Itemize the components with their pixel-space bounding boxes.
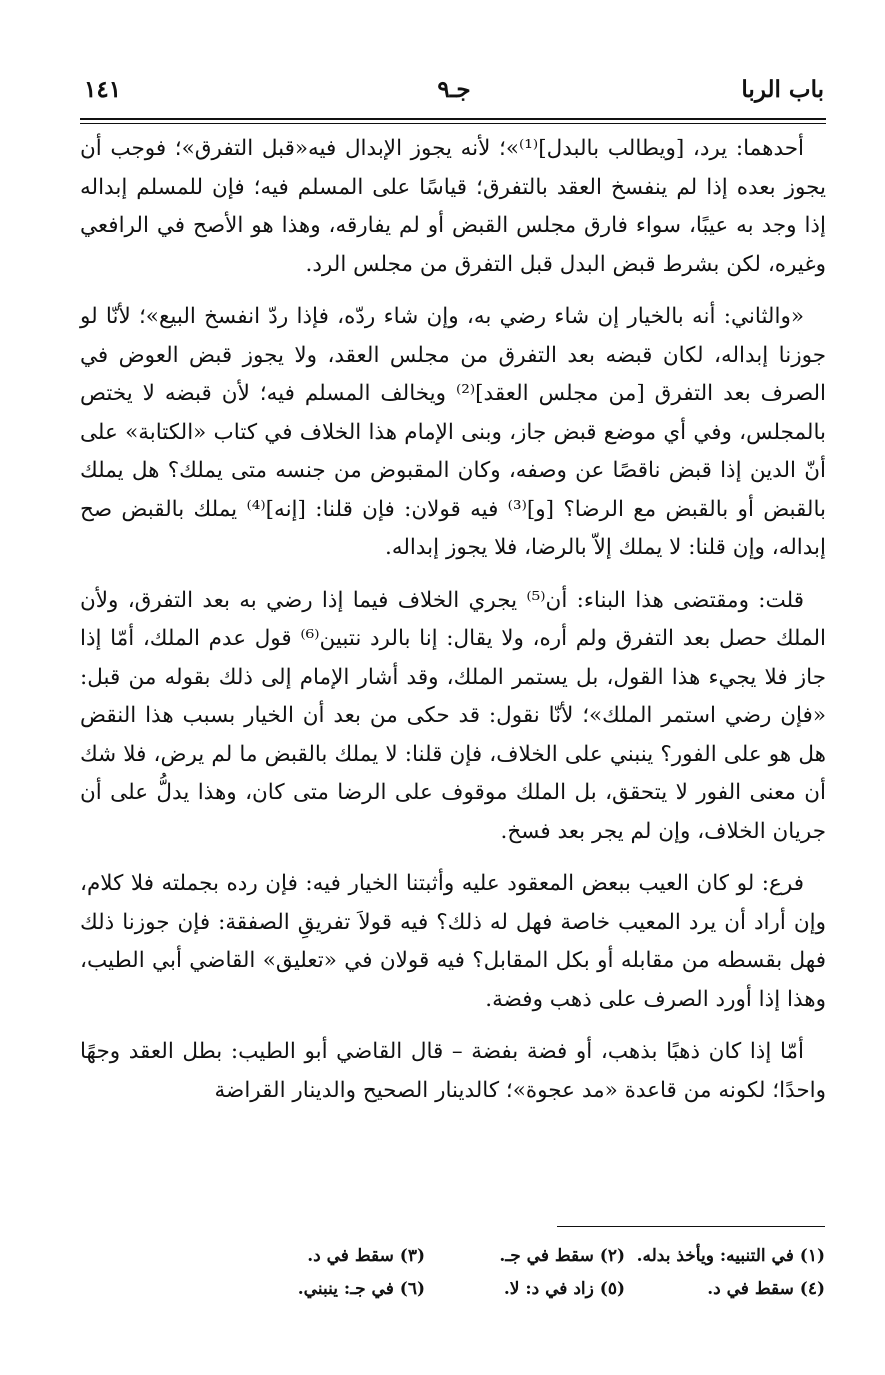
footnote: (٣) سقط في د. — [307, 1246, 425, 1266]
header-rule-thick — [80, 118, 826, 120]
paragraph: فرع: لو كان العيب ببعض المعقود عليه وأثبتنا الخيار فيه: فإن رده بجملته فلا كلام، وإن أراد أن يرد المعيب خاصة فهل له ذلك؟ فيه قولاَ تفريقِ الصفقة: فإن جوزنا ذلك فهل بقسطه من مقابله أو بكل المقابل؟ فيه قولان في «تعليق» القاضي أبي الطيب، وهذا إذا أورد الصرف على ذهب وفضة. — [80, 871, 826, 1012]
volume-label: جـ٩ — [437, 76, 471, 103]
footnote-separator — [557, 1226, 825, 1227]
header-rule-thin — [80, 123, 826, 124]
main-text — [80, 130, 826, 1124]
footnote: (٤) سقط في د. — [707, 1279, 825, 1299]
paragraph: قلت: ومقتضى هذا البناء: أن⁽⁵⁾ يجري الخلاف فيما إذا رضي به بعد التفرق، ولأن الملك حصل بعد التفرق ولم أره، ولا يقال: إنا بالرد نتبين⁽⁶⁾ قول عدم الملك، أمّا إذا جاز فلا يجيء هذا القول، بل يستمر الملك، وقد أشار الإمام إلى ذلك بقوله من قبل: «فإن رضي استمر الملك»؛ لأنّا نقول: قد حكى من بعد أن الخيار بسبب هذا النقض هل هو على الفور؟ ينبني على الخلاف، فإن قلنا: لا يملك بالقبض ما لم يرض، فلا شك أن معنى الفور لا يتحقق، بل الملك موقوف على الرضا متى كان، وهذا يدلُّ على أن جريان الخلاف، وإن لم يجر بعد فسخ. — [80, 587, 827, 844]
footnote-row — [225, 1273, 825, 1306]
footnote: (٦) في جـ: ينبني. — [297, 1279, 425, 1299]
paragraph: أحدهما: يرد، [ويطالب بالبدل]⁽¹⁾»؛ لأنه يجوز الإبدال فيه«قبل التفرق»؛ فوجب أن يجوز بعده إذا لم ينفسخ العقد بالتفرق؛ قياسًا على المسلم فيه؛ فإن للمسلم إبداله إذا وجد به عيبًا، سواء فارق مجلس القبض أو لم يفارقه، وهذا هو الأصح في الرافعي وغيره، لكن بشرط قبض البدل قبل التفرق من مجلس الرد. — [80, 136, 826, 277]
running-header — [84, 76, 824, 112]
footnote: (١) في التنبيه: ويأخذ بدله. — [636, 1246, 825, 1266]
footnotes — [225, 1240, 825, 1306]
chapter-title: باب الربا — [741, 76, 824, 103]
paragraph: «والثاني: أنه بالخيار إن شاء رضي به، وإن شاء ردّه، فإذا ردّ انفسخ البيع»؛ لأنّا لو جوزنا إبداله، لكان قبضه بعد التفرق من مجلس العقد، ولا يجوز قبض العوض في الصرف بعد التفرق [من مجلس العقد]⁽²⁾ ويخالف المسلم فيه؛ لأن قبضه لا يختص بالمجلس، وفي أي موضع قبض جاز، وبنى الإمام هذا الخلاف في كتاب «الكتابة» على أنّ الدين إذا قبض ناقصًا عن وصفه، وكان المقبوض من جنسه متى يملك؟ هل يملك بالقبض أو بالقبض مع الرضا؟ [و]⁽³⁾ فيه قولان: فإن قلنا: [إنه]⁽⁴⁾ يملك بالقبض صح إبداله، وإن قلنا: لا يملك إلاّ بالرضا، فلا يجوز إبداله. — [80, 304, 826, 560]
footnote: (٢) سقط في جـ. — [499, 1246, 625, 1266]
page-number: ١٤١ — [84, 76, 122, 103]
paragraph: أمّا إذا كان ذهبًا بذهب، أو فضة بفضة – قال القاضي أبو الطيب: بطل العقد وجهًا واحدًا؛ لكونه من قاعدة «مد عجوة»؛ كالدينار الصحيح والدينار القراضة — [80, 1039, 826, 1103]
footnote: (٥) زاد في د: لا. — [503, 1279, 625, 1299]
footnote-row — [225, 1240, 825, 1273]
